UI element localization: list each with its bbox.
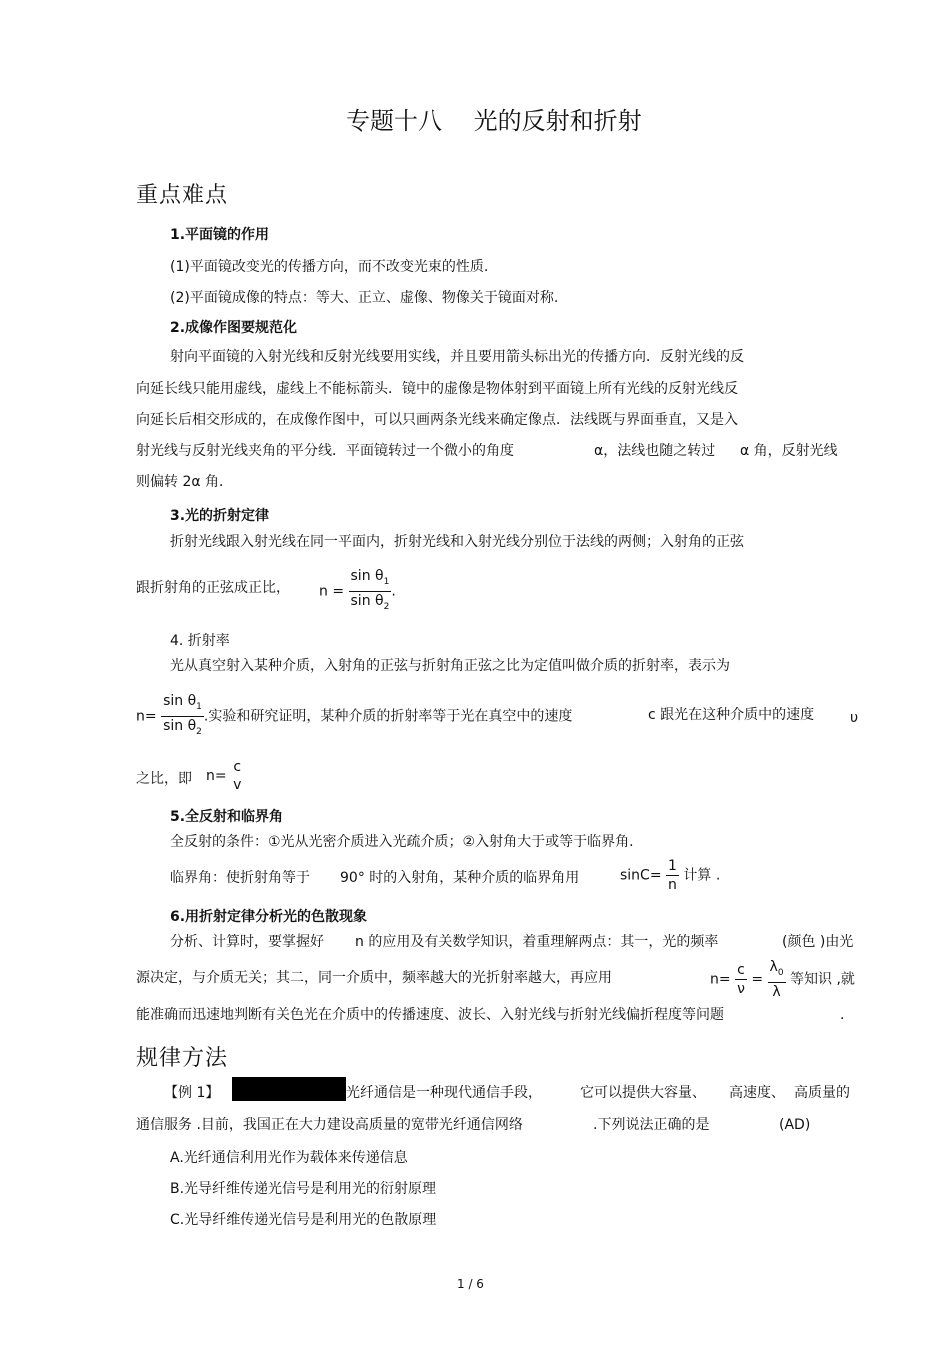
formula-n-eq: n = [319, 583, 345, 600]
s2-line4c: α 角，反射光线 [740, 443, 838, 459]
s4-line2c: υ [850, 710, 859, 726]
s2-line4b: α，法线也随之转过 [594, 443, 716, 459]
critical-angle-formula: sinC= $\frac{1}{n}$ 计算 . [620, 858, 721, 893]
s6-line1a: 分析、计算时，要掌握好 [170, 934, 324, 950]
sin-theta2: sin θ [350, 592, 384, 609]
s1-line2: (2)平面镜成像的特点：等大、正立、虚像、物像关于镜面对称. [170, 290, 559, 306]
s5-heading: 5.全反射和临界角 [170, 809, 284, 825]
fraction-sin: $\frac{\sin \theta_1}{\sin \theta_2}$ [350, 568, 390, 612]
s2-heading: 2.成像作图要规范化 [170, 320, 298, 336]
s2-line1: 射向平面镜的入射光线和反射光线要用实线，并且要用箭头标出光的传播方向．反射光线的反 [170, 349, 744, 365]
n-c-over-v: n= c v [206, 759, 242, 793]
s5-line1: 全反射的条件：①光从光密介质进入光疏介质；②入射角大于或等于临界角. [170, 834, 634, 850]
example-line1c: 高速度、 [729, 1085, 785, 1101]
example-line2a: 通信服务 .目前，我国正在大力建设高质量的宽带光纤通信网络 [136, 1117, 523, 1133]
section-heading-key-points: 重点难点 [136, 183, 229, 208]
example-line1d: 高质量的 [794, 1085, 850, 1101]
s2-line3: 向延长后相交形成的，在成像作图中，可以只画两条光线来确定像点．法线既与界面垂直，又是入 [136, 412, 738, 428]
redaction-box [232, 1077, 346, 1101]
s6-line3a: 能准确而迅速地判断有关色光在介质中的传播速度、波长、入射光线与折射光线偏折程度等问题 [136, 1007, 724, 1023]
s1-line1: (1)平面镜改变光的传播方向，而不改变光束的性质. [170, 259, 489, 275]
example-answer: (AD) [779, 1117, 811, 1133]
s5-line2b: 90° 时的入射角，某种介质的临界角用 [340, 870, 580, 886]
snell-formula: n = $\frac{\sin \theta_1}{\sin \theta_2}$ . [319, 567, 396, 616]
s5-line2a: 临界角：使折射角等于 [170, 870, 310, 886]
dispersion-formula: n= $\frac{c}{\nu}$ = $\frac{\lambda_0}{\lambda}$ 等知识 ,就 [710, 959, 855, 1000]
section-heading-methods: 规律方法 [136, 1046, 229, 1071]
s3-line1: 折射光线跟入射光线在同一平面内，折射光线和入射光线分别位于法线的两侧；入射角的正弦 [170, 534, 744, 550]
sin-theta1: sin θ [350, 568, 384, 584]
s6-line3b: . [840, 1007, 845, 1023]
page-number: 1 / 6 [457, 1277, 484, 1291]
s6-line1c: (颜色 )由光 [782, 934, 854, 950]
s1-heading: 1.平面镜的作用 [170, 227, 270, 243]
option-b: B.光导纤维传递光信号是利用光的衍射原理 [170, 1181, 437, 1197]
example-line2b: .下列说法正确的是 [593, 1117, 710, 1133]
s6-heading: 6.用折射定律分析光的色散现象 [170, 909, 368, 925]
option-c: C.光导纤维传递光信号是利用光的色散原理 [170, 1212, 437, 1228]
example-line1b: 它可以提供大容量、 [580, 1085, 706, 1101]
s2-line2: 向延长线只能用虚线，虚线上不能标箭头．镜中的虚像是物体射到平面镜上所有光线的反射光线反 [136, 381, 738, 397]
s6-line2a: 源决定，与介质无关；其二，同一介质中，频率越大的光折射率越大，再应用 [136, 970, 612, 986]
example-label: 【例 1】 [164, 1085, 220, 1101]
page-title: 专题十八 光的反射和折射 [346, 107, 642, 135]
example-line1a: 光纤通信是一种现代通信手段， [346, 1085, 542, 1101]
s4-line2b: c 跟光在这种介质中的速度 [648, 707, 815, 723]
s4-heading: 4. 折射率 [170, 633, 230, 649]
s4-line3: 之比，即 [136, 771, 192, 787]
s3-heading: 3.光的折射定律 [170, 508, 270, 524]
s4-line1: 光从真空射入某种介质，入射角的正弦与折射角正弦之比为定值叫做介质的折射率，表示为 [170, 658, 730, 674]
refractive-index-formula: n= $\frac{\sin \theta_1}{\sin \theta_2}$ .实验和研究证明，某种介质的折射率等于光在真空中的速度 [136, 693, 573, 737]
s2-line4a: 射光线与反射光线夹角的平分线．平面镜转过一个微小的角度 [136, 443, 514, 459]
s2-line5: 则偏转 2α 角． [136, 474, 234, 490]
option-a: A.光纤通信利用光作为载体来传递信息 [170, 1150, 408, 1166]
s6-line1b: n 的应用及有关数学知识，着重理解两点：其一，光的频率 [355, 934, 719, 950]
s3-line2: 跟折射角的正弦成正比， [136, 580, 290, 596]
